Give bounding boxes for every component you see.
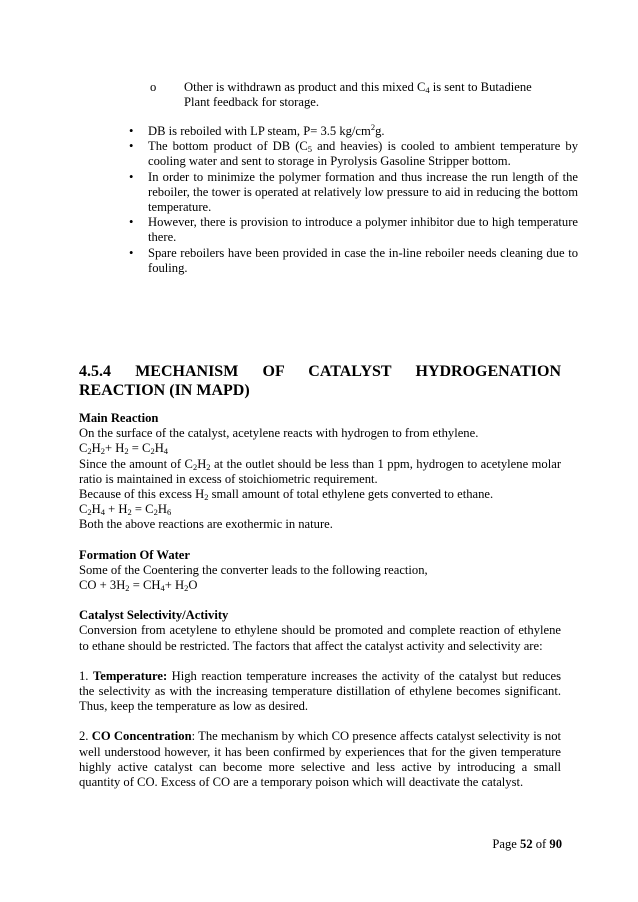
bullet-icon: •	[129, 169, 134, 184]
co-concentration-paragraph: 2. CO Concentration: The mechanism by which CO presence affects catalyst selectivity is not well understood however, it has been confirmed by experiences that for the given temperature highly active catalyst can become more selective and less active by introducing a small quantity of CO. Excess of CO are a temporary poison which will deactivate the catalyst.	[79, 729, 562, 790]
main-reaction-title: Main Reaction	[79, 411, 159, 425]
circle-bullet-icon: o	[150, 80, 157, 94]
bullet-item-inhibitor: • However, there is provision to introduce a polymer inhibitor due to high temperature there.	[129, 215, 578, 245]
temperature-paragraph: 1. Temperature: High reaction temperature increases the activity of the catalyst but reduces the selectivity as with the increasing temperature distillation of ethylene becomes significant. Thus, keep the temperature as low as desired.	[79, 668, 561, 714]
main-reaction-line: On the surface of the catalyst, acetylene reacts with hydrogen to from ethylene.	[79, 426, 479, 441]
bullet-list	[128, 124, 578, 276]
selectivity-paragraph: Conversion from acetylene to ethylene should be promoted and complete reaction of ethylene to ethane should be restricted. The factors that affect the catalyst activity and selectivity are:	[79, 623, 561, 653]
exothermic-line: Both the above reactions are exothermic in nature.	[79, 517, 333, 532]
section-body	[79, 411, 561, 790]
selectivity-title: Catalyst Selectivity/Activity	[79, 608, 229, 623]
equation-water: CO + $3H_2 = CH_4+ H_2O$	[79, 578, 198, 594]
bullet-icon: •	[129, 139, 134, 154]
bullet-icon: •	[129, 245, 134, 260]
water-line: Some of the Coentering the converter leads to the following reaction,	[79, 562, 428, 577]
molar-ratio-paragraph: Since the amount of $C_2H_2$ at the outlet should be less than 1 ppm, hydrogen to acetylene molar ratio is maintained in excess of stoichiometric requirement.	[79, 456, 562, 486]
bullet-item-polymer: • In order to minimize the polymer formation and thus increase the run length of the reboiler, the tower is operated at relatively low pressure to aid in reducing the bottom temperature.	[129, 169, 578, 215]
page-number: Page 52 of 90	[492, 837, 562, 851]
bullet-item-bottom-product: • The bottom product of DB ($C_5$ and heavies) is cooled to ambient temperature by cooling water and sent to storage in Pyrolysis Gasoline Stripper bottom.	[129, 139, 579, 169]
bullet-icon: •	[129, 215, 134, 230]
water-title: Formation Of Water	[79, 547, 190, 562]
bullet-item-spare-reboilers: • Spare reboilers have been provided in case the in-line reboiler needs cleaning due to fouling.	[129, 245, 578, 275]
bullet-item-reboiler: • DB is reboiled with LP steam, P= 3.5 $kg/cm^2g$.	[129, 122, 385, 138]
section-heading: 4.5.4 MECHANISM OF CATALYST HYDROGENATION REACTION (IN MAPD)	[79, 363, 561, 399]
sub-bullet-item	[150, 80, 558, 110]
excess-hydrogen-line: Because of this excess $H_2$ small amount of total ethylene gets converted to ethane.	[79, 487, 494, 503]
sub-bullet-text: Other is withdrawn as product and this mixed $C_4$ is sent to Butadiene Plant feedback for storage.	[184, 80, 532, 110]
equation-ethylene: $C_2H_4 + H_2 = C_2H_6$	[79, 502, 172, 518]
equation-acetylene: $C_2H_2+ H_2 = C_2H_4$	[79, 441, 169, 457]
bullet-icon: •	[129, 124, 134, 138]
